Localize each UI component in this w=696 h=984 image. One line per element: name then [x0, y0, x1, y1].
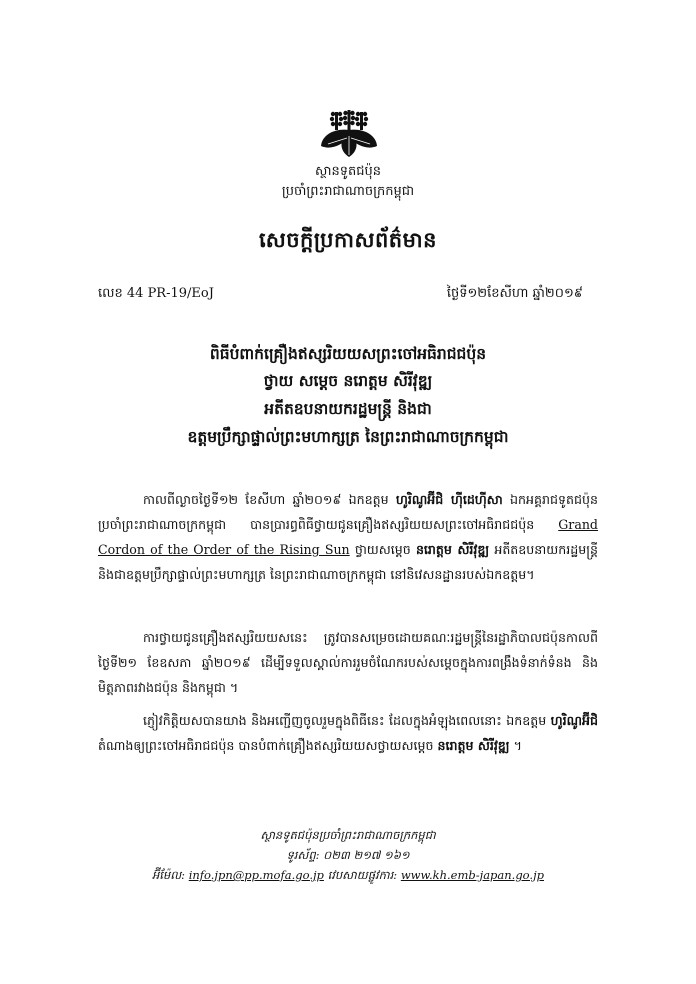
paragraph-3 — [98, 708, 598, 758]
paragraph-2: ការថ្វាយជូនគ្រឿងឥស្សរិយយសនេះ ត្រូវបានសម្រេចដោយគណៈរដ្ឋមន្ត្រីនៃរដ្ឋាភិបាលជប៉ុនកាលពីថ្ងៃទី២១ ខែឧសភា ឆ្នាំ២០១៩ ដើម្បីទទួលស្គាល់ការរួមចំណែករបស់សម្តេចក្នុងការពង្រឹងទំនាក់ទំនង និងមិត្តភាពរវាងជប៉ុន និងកម្ពុជា ។ — [98, 630, 598, 695]
headline-line-4: ឧត្តមប្រឹក្សាផ្ទាល់ព្រះមហាក្សត្រ នៃព្រះរាជាណាចក្រកម្ពុជា — [187, 427, 509, 446]
footer-contacts — [0, 868, 696, 885]
paragraph-3-text-b: តំណាងឲ្យព្រះចៅអធិរាជជប៉ុន បានបំពាក់គ្រឿងឥស្សរិយយសថ្វាយសម្តេច — [98, 738, 438, 753]
paragraph-1-text-c: ថ្វាយសម្តេច — [349, 542, 416, 557]
page-title: សេចក្តីប្រកាសព័ត៌មាន — [259, 227, 437, 252]
paragraph-1-text-d: អតីតឧបនាយករដ្ឋមន្ត្រី និងជាឧត្តមប្រឹក្សាផ្ទាល់ព្រះមហាក្សត្រ នៃព្រះរាជាណាចក្រកម្ពុជា នៅនិវេសនដ្ឋានរបស់ឯកឧត្តម។ — [98, 542, 598, 582]
headline-line-3: អតីតឧបនាយករដ្ឋមន្ត្រី និងជា — [264, 399, 432, 418]
ambassador-name: ហូរិណូអ៊ីជិ ហ៊ីដេហ៊ីសា — [395, 492, 503, 507]
footer-phone: ទូរស័ព្ទ: ០២៣ ២១៧ ១៦១ — [286, 848, 410, 862]
paragraph-3-text-c: ។ — [509, 738, 522, 753]
email-label: អ៊ីម៉ែល: — [151, 868, 189, 882]
ambassador-short-name: ហូរិណូអ៊ីជិ — [550, 713, 598, 728]
paulownia-crest-icon — [318, 110, 380, 158]
footer-embassy: ស្ថានទូតជប៉ុនប្រចាំព្រះរាជាណាចក្រកម្ពុជា — [260, 828, 436, 842]
embassy-name: ស្ថានទូតជប៉ុន — [314, 164, 381, 179]
headline-line-1: ពិធីបំពាក់គ្រឿងឥស្សរិយយសព្រះចៅអធិរាជជប៉ុន — [209, 344, 487, 363]
paragraph-1 — [98, 487, 598, 587]
email-link[interactable]: info.jpn@pp.mofa.go.jp — [188, 868, 324, 882]
paragraph-3-text-a: ភ្ញៀវកិត្តិយសបានយាង និងអញ្ជើញចូលរួមក្នុងពិធីនេះ ដែលក្នុងអំឡុងពេលនោះ ឯកឧត្តម — [143, 713, 551, 728]
order-name: Grand Cordon of the Order of the Rising Sun — [98, 517, 598, 557]
prince-name-2: នរោត្តម សិរីវុឌ្ឍ — [437, 738, 510, 753]
website-label: វេបសាយផ្លូវការ: — [323, 868, 401, 882]
reference-number: លេខ 44 PR-19/EoJ — [98, 286, 214, 301]
prince-name: នរោត្តម សិរីវុឌ្ឍ — [415, 542, 490, 557]
headline-line-2: ថ្វាយ សម្តេច នរោត្តម សិរីវុឌ្ឍ — [263, 371, 433, 390]
embassy-subtitle: ប្រចាំព្រះរាជាណាចក្រកម្ពុជា — [281, 184, 415, 199]
paragraph-1-text-a: កាលពីល្ងាចថ្ងៃទី១២ ខែសីហា ឆ្នាំ២០១៩ ឯកឧត្តម — [143, 492, 396, 507]
paragraph-1-text-b: ឯកអគ្គរាជទូតជប៉ុនប្រចាំព្រះរាជាណាចក្រកម្ពុជា បានប្រារព្ធពិធីថ្វាយជូនគ្រឿងឥស្សរិយយសព្រះចៅអធិរាជជប៉ុន — [98, 492, 598, 532]
release-date: ថ្ងៃទី១២ខែសីហា ឆ្នាំ២០១៩ — [446, 286, 583, 301]
website-link[interactable]: www.kh.emb-japan.go.jp — [400, 868, 544, 882]
